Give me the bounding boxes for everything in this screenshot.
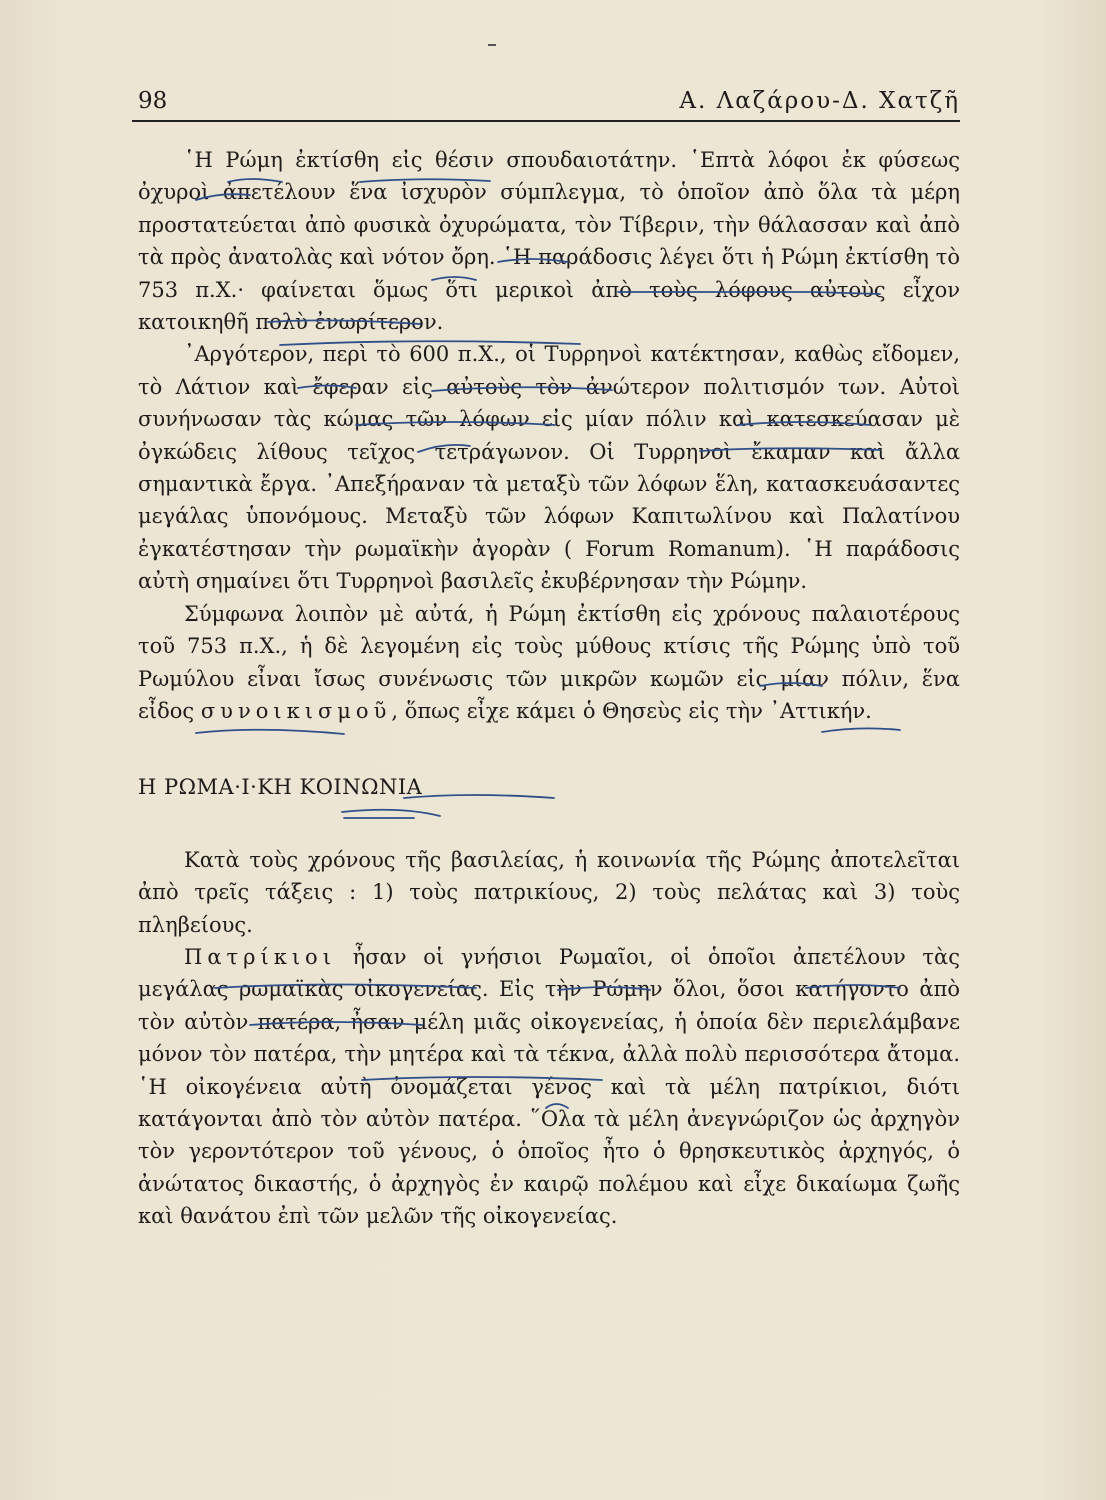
paragraph-rome-location: ῾Η Ρώμη ἐκτίσθη εἰς θέσιν σπουδαιοτάτην. ῾Επτὰ λόφοι ἐκ φύσεως ὀχυροὶ ἀπετέλουν ἕνα ἰσχυρὸν σύμπλεγμα, τὸ ὁποῖον ἀπὸ ὅλα τὰ μέρη προστατεύεται ἀπὸ φυσικὰ ὀχυρώματα, τὸν Τίβεριν, τὴν θάλασσαν καὶ ἀπὸ τὰ πρὸς ἀνατολὰς καὶ νότον ὄρη. ῾Η παράδοσις λέγει ὅτι ἡ Ρώμη ἐκτίσθη τὸ 753 π.Χ.· φαίνεται ὅμως ὅτι μερικοὶ ἀπὸ τοὺς λόφους αὐτοὺς εἶχον κατοικηθῆ πολὺ ἐνωρίτερον. — [138, 148, 960, 335]
emphasized-term: Πατρίκιοι — [184, 944, 336, 969]
emphasized-term: συνοικισμοῦ — [200, 698, 392, 723]
paragraph-patricians — [138, 941, 960, 1233]
section-title: Η ΡΩΜΑ·Ι·ΚΗ ΚΟΙΝΩΝΙΑ — [138, 775, 423, 800]
page-number: 98 — [138, 88, 168, 114]
running-head: Α. Λαζάρου-Δ. Χατζῆ — [679, 88, 960, 114]
scan-speck — [488, 44, 496, 46]
header-rule — [132, 120, 960, 122]
paragraph-social-classes: Κατὰ τοὺς χρόνους τῆς βασιλείας, ἡ κοινωνία τῆς Ρώμης ἀποτελεῖται ἀπὸ τρεῖς τάξεις : 1) τοὺς πατρικίους, 2) τοὺς πελάτας καὶ 3) τοὺς πληβείους. — [138, 847, 960, 937]
body-text — [138, 144, 960, 1233]
paragraph-synoikismos — [138, 598, 960, 728]
paragraph-text: , ὅπως εἶχε κάμει ὁ Θησεὺς εἰς τὴν ᾿Αττικήν. — [391, 698, 872, 723]
page-header — [138, 80, 960, 116]
paragraph-text: Σύμφωνα λοιπὸν μὲ αὐτά, ἡ Ρώμη ἐκτίσθη εἰς χρόνους παλαιοτέρους τοῦ 753 π.Χ., ἡ δὲ λεγομένη εἰς τοὺς μύθους κτίσις τῆς Ρώμης ὑπὸ τοῦ Ρωμύλου εἶναι ἴσως συνένωσις τῶν μικρῶν κωμῶν εἰς μίαν πόλιν, ἕνα εἶδος — [138, 601, 960, 723]
paragraph-text: ἦσαν οἱ γνήσιοι Ρωμαῖοι, οἱ ὁποῖοι ἀπετέλουν τὰς μεγάλας ρωμαϊκὰς οἰκογενείας. Εἰς τὴν Ρώμην ὅλοι, ὅσοι κατήγοντο ἀπὸ τὸν αὐτὸν πατέρα, ἦσαν μέλη μιᾶς οἰκογενείας, ἡ ὁποία δὲν περιελάμβανε μόνον τὸν πατέρα, τὴν μητέρα καὶ τὰ τέκνα, ἀλλὰ πολὺ περισσότερα ἄτομα. ῾Η οἰκογένεια αὐτὴ ὀνομάζεται γένος καὶ τὰ μέλη πατρίκιοι, διότι κατάγονται ἀπὸ τὸν αὐτὸν πατέρα. ῞Ολα τὰ μέλη ἀνεγνώριζον ὡς ἀρχηγὸν τὸν γεροντότερον τοῦ γένους, ὁ ὁποῖος ἦτο ὁ θρησκευτικὸς ἀρχηγός, ὁ ἀνώτατος δικαστής, ὁ ἀρχηγὸς ἐν καιρῷ πολέμου καὶ εἶχε δικαίωμα ζωῆς καὶ θανάτου ἐπὶ τῶν μελῶν τῆς οἰκογενείας. — [138, 944, 960, 1229]
paragraph-tyrrhenians: ᾿Αργότερον, περὶ τὸ 600 π.Χ., οἱ Τυρρηνοὶ κατέκτησαν, καθὼς εἴδομεν, τὸ Λάτιον καὶ ἔφεραν εἰς αὐτοὺς τὸν ἀνώτερον πολιτισμόν των. Αὐτοὶ συνήνωσαν τὰς κώμας τῶν λόφων εἰς μίαν πόλιν καὶ κατεσκεύασαν μὲ ὀγκώδεις λίθους τεῖχος τετράγωνον. Οἱ Τυρρηνοὶ ἔκαμαν καὶ ἄλλα σημαντικὰ ἔργα. ᾿Απεξήραναν τὰ μεταξὺ τῶν λόφων ἕλη, κατασκευάσαντες μεγάλας ὑπονόμους. Μεταξὺ τῶν λόφων Καπιτωλίνου καὶ Παλατίνου ἐγκατέστησαν τὴν ρωμαϊκὴν ἀγορὰν ( Forum Romanum). ῾Η παράδοσις αὐτὴ σημαίνει ὅτι Τυρρηνοὶ βασιλεῖς ἐκυβέρνησαν τὴν Ρώμην. — [138, 342, 960, 594]
